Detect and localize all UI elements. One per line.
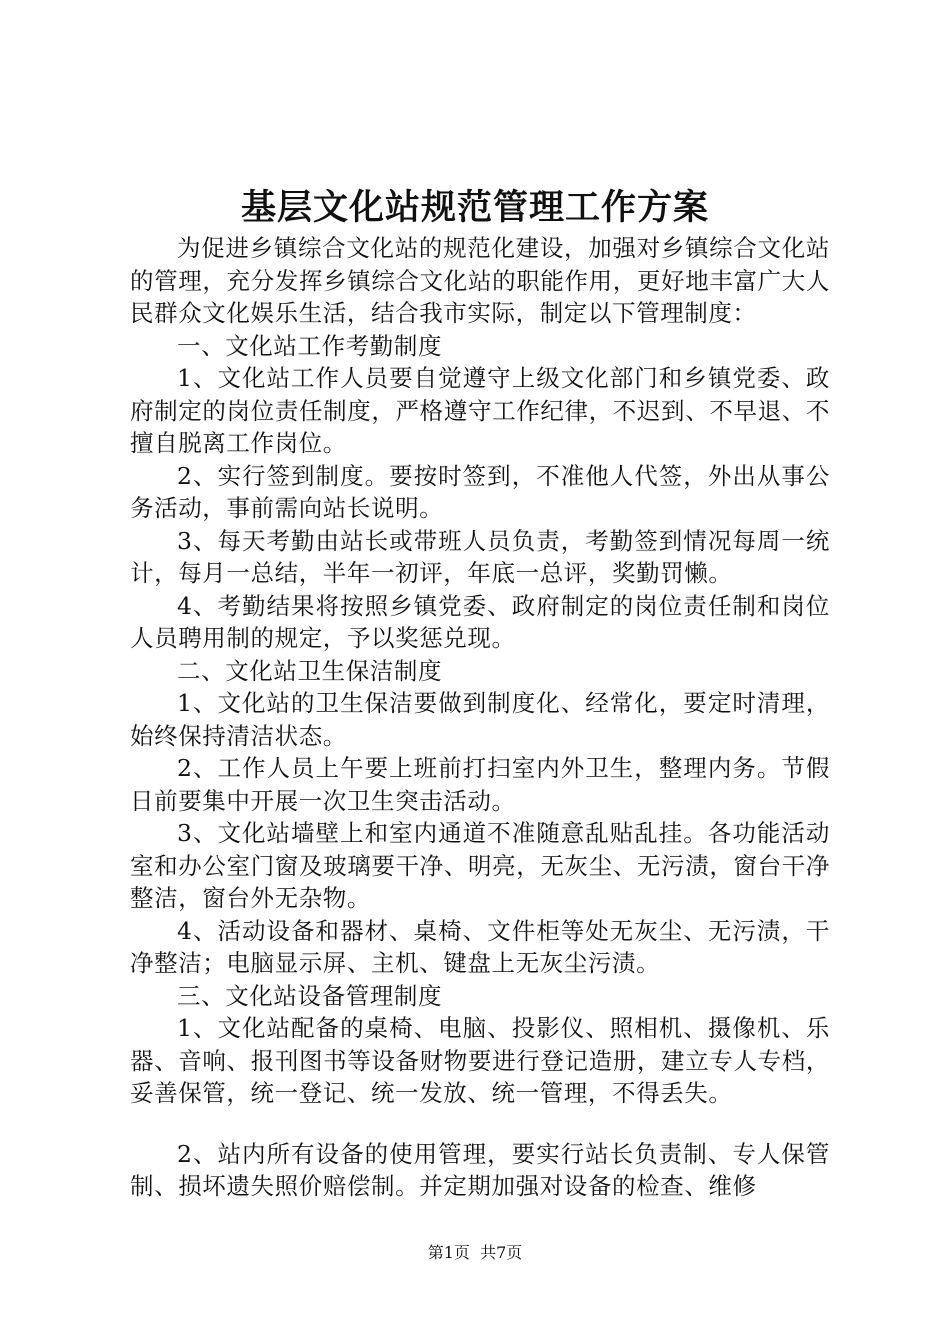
section-heading-attendance: 一、文化站工作考勤制度 bbox=[177, 331, 443, 360]
page-total: 共7页 bbox=[480, 1243, 523, 1262]
sanitation-item-3: 3、文化站墙壁上和室内通道不准随意乱贴乱挂。各功能活动室和办公室门窗及玻璃要干净、明亮，无灰尘、无污渍，窗台干净整洁，窗台外无杂物。 bbox=[130, 819, 830, 912]
section-heading-sanitation: 二、文化站卫生保洁制度 bbox=[177, 656, 443, 685]
attendance-item-2: 2、实行签到制度。要按时签到，不准他人代签，外出从事公务活动，事前需向站长说明。 bbox=[130, 461, 830, 522]
document-title: 基层文化站规范管理工作方案 bbox=[240, 187, 709, 228]
sanitation-item-1: 1、文化站的卫生保洁要做到制度化、经常化，要定时清理，始终保持清洁状态。 bbox=[130, 689, 830, 750]
section-heading-equipment: 三、文化站设备管理制度 bbox=[177, 981, 443, 1010]
page-footer bbox=[0, 1243, 950, 1263]
attendance-item-4: 4、考勤结果将按照乡镇党委、政府制定的岗位责任制和岗位人员聘用制的规定，予以奖惩兑现。 bbox=[130, 591, 830, 652]
page-number: 第1页 bbox=[427, 1243, 470, 1262]
attendance-item-3: 3、每天考勤由站长或带班人员负责，考勤签到情况每周一统计，每月一总结，半年一初评，年底一总评，奖勤罚懒。 bbox=[130, 526, 830, 587]
attendance-item-1: 1、文化站工作人员要自觉遵守上级文化部门和乡镇党委、政府制定的岗位责任制度，严格遵守工作纪律，不迟到、不早退、不擅自脱离工作岗位。 bbox=[130, 364, 830, 457]
equipment-item-2: 2、站内所有设备的使用管理，要实行站长负责制、专人保管制、损坏遗失照价赔偿制。并定期加强对设备的检查、维修 bbox=[130, 1139, 830, 1200]
intro-paragraph: 为促进乡镇综合文化站的规范化建设，加强对乡镇综合文化站的管理，充分发挥乡镇综合文化站的职能作用，更好地丰富广大人民群众文化娱乐生活，结合我市实际，制定以下管理制度： bbox=[130, 234, 830, 327]
document-body bbox=[130, 232, 830, 1203]
sanitation-item-4: 4、活动设备和器材、桌椅、文件柜等处无灰尘、无污渍，干净整洁；电脑显示屏、主机、键盘上无灰尘污渍。 bbox=[130, 916, 830, 977]
sanitation-item-2: 2、工作人员上午要上班前打扫室内外卫生，整理内务。节假日前要集中开展一次卫生突击活动。 bbox=[130, 754, 830, 815]
equipment-item-1: 1、文化站配备的桌椅、电脑、投影仪、照相机、摄像机、乐器、音响、报刊图书等设备财物要进行登记造册，建立专人专档，妥善保管，统一登记、统一发放、统一管理，不得丢失。 bbox=[130, 1014, 830, 1107]
